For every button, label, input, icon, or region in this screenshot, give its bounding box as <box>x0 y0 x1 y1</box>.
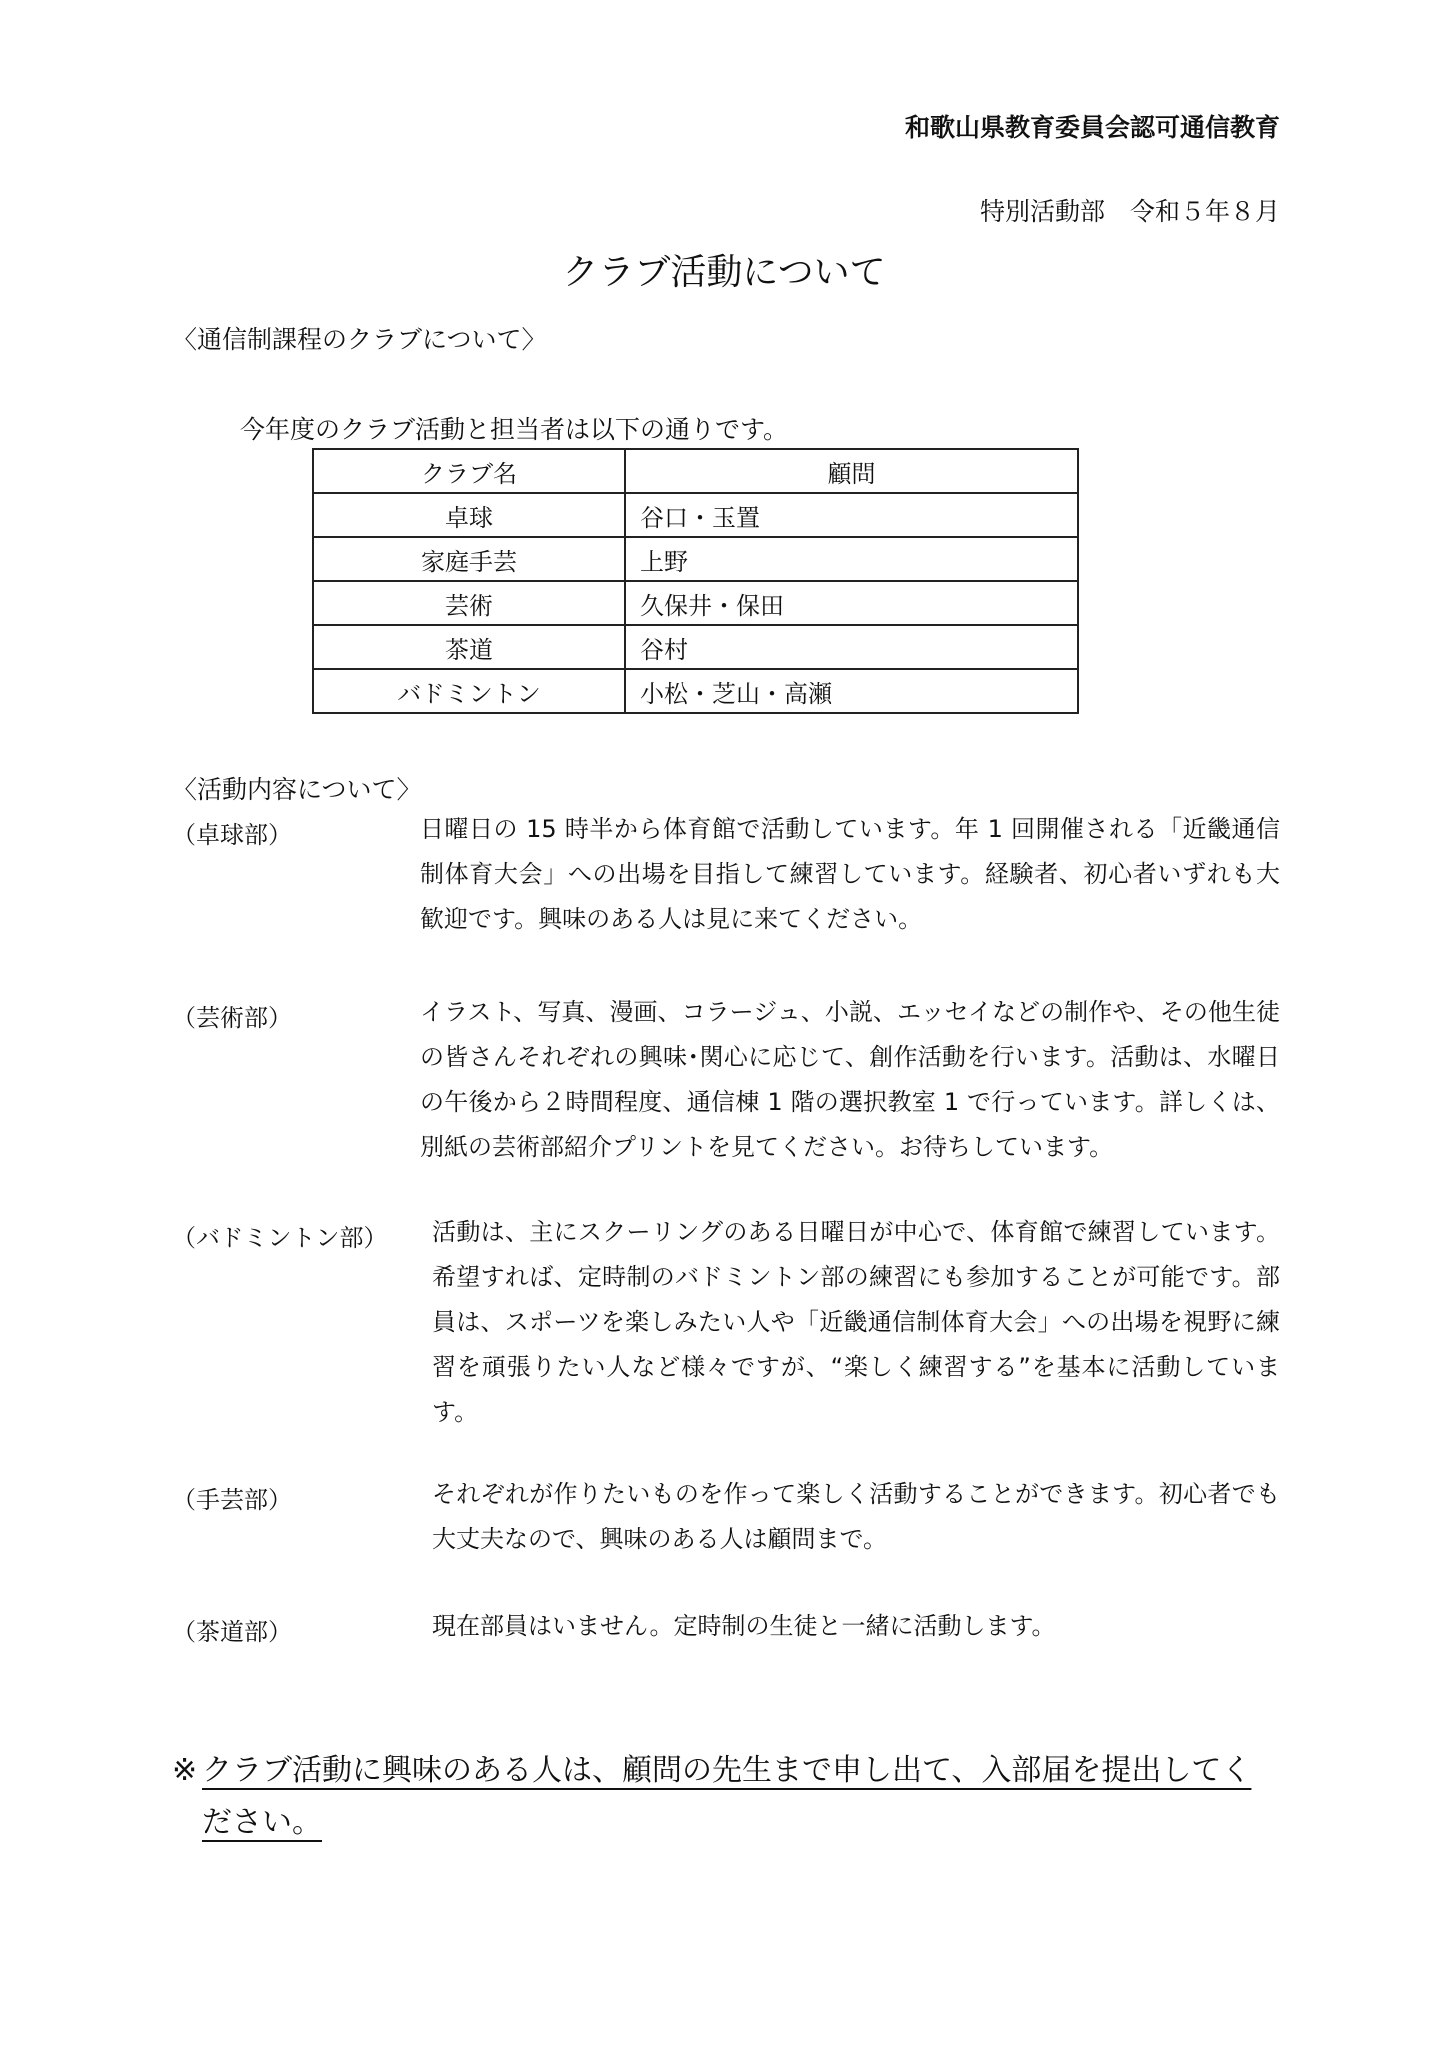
table-row <box>313 669 1078 713</box>
activity-text-tea-ceremony: 現在部員はいません。定時制の生徒と一緒に活動します。 <box>432 1612 1056 1640</box>
intro-text: 今年度のクラブ活動と担当者は以下の通りです。 <box>240 415 789 444</box>
club-name-cell: 芸術 <box>313 581 625 625</box>
activity-text-table-tennis: 日曜日の 15 時半から体育館で活動しています。年 1 回開催される「近畿通信制体育大会」への出場を目指して練習しています。経験者、初心者いずれも大歓迎です。興味のある人は見に来てください。 <box>420 815 1280 933</box>
activity-text-handicraft: それぞれが作りたいものを作って楽しく活動することができます。初心者でも大丈夫なので、興味のある人は顧問まで。 <box>432 1480 1280 1553</box>
table-header-row <box>313 449 1078 493</box>
activity-label-table-tennis: （卓球部） <box>172 821 292 849</box>
activity-text-badminton: 活動は、主にスクーリングのある日曜日が中心で、体育館で練習しています。希望すれば、定時制のバドミントン部の練習にも参加することが可能です。部員は、スポーツを楽しみたい人や「近畿通信制体育大会」への出場を視野に練習を頑張りたい人など様々ですが、“楽しく練習する”を基本に活動しています。 <box>432 1218 1280 1426</box>
activity-label-handicraft: （手芸部） <box>172 1486 292 1514</box>
activity-label-badminton: （バドミントン部） <box>172 1224 388 1252</box>
column-header-club: クラブ名 <box>313 449 625 493</box>
advisor-cell: 小松・芝山・高瀬 <box>625 669 1078 713</box>
activity-text-art: イラスト、写真、漫画、コラージュ、小説、エッセイなどの制作や、その他生徒の皆さんそれぞれの興味･関心に応じて、創作活動を行います。活動は、水曜日の午後から２時間程度、通信棟 1 階の選択教室 1 で行っています。詳しくは、別紙の芸術部紹介プリントを見てください。お待ちしています。 <box>420 998 1280 1161</box>
note-mark: ※ <box>172 1753 198 1788</box>
column-header-advisor: 顧問 <box>625 449 1078 493</box>
table-row <box>313 625 1078 669</box>
advisor-cell: 上野 <box>625 537 1078 581</box>
advisor-cell: 谷村 <box>625 625 1078 669</box>
club-name-cell: バドミントン <box>313 669 625 713</box>
club-table <box>312 448 1079 714</box>
table-row <box>313 537 1078 581</box>
authority-line: 和歌山県教育委員会認可通信教育 <box>904 113 1280 142</box>
page-title: クラブ活動について <box>562 252 886 293</box>
section-heading-clubs: 〈通信制課程のクラブについて〉 <box>172 325 547 354</box>
section-heading-activities: 〈活動内容について〉 <box>172 775 422 804</box>
activity-label-art: （芸術部） <box>172 1004 292 1032</box>
activity-label-tea-ceremony: （茶道部） <box>172 1618 292 1646</box>
advisor-cell: 久保井・保田 <box>625 581 1078 625</box>
table-row <box>313 581 1078 625</box>
department-date-line: 特別活動部 令和５年８月 <box>979 197 1280 226</box>
club-name-cell: 卓球 <box>313 493 625 537</box>
advisor-cell: 谷口・玉置 <box>625 493 1078 537</box>
club-name-cell: 家庭手芸 <box>313 537 625 581</box>
table-row <box>313 493 1078 537</box>
club-name-cell: 茶道 <box>313 625 625 669</box>
application-note <box>172 1745 1272 1849</box>
note-text: クラブ活動に興味のある人は、顧問の先生まで申し出て、入部届を提出してください。 <box>202 1753 1252 1840</box>
